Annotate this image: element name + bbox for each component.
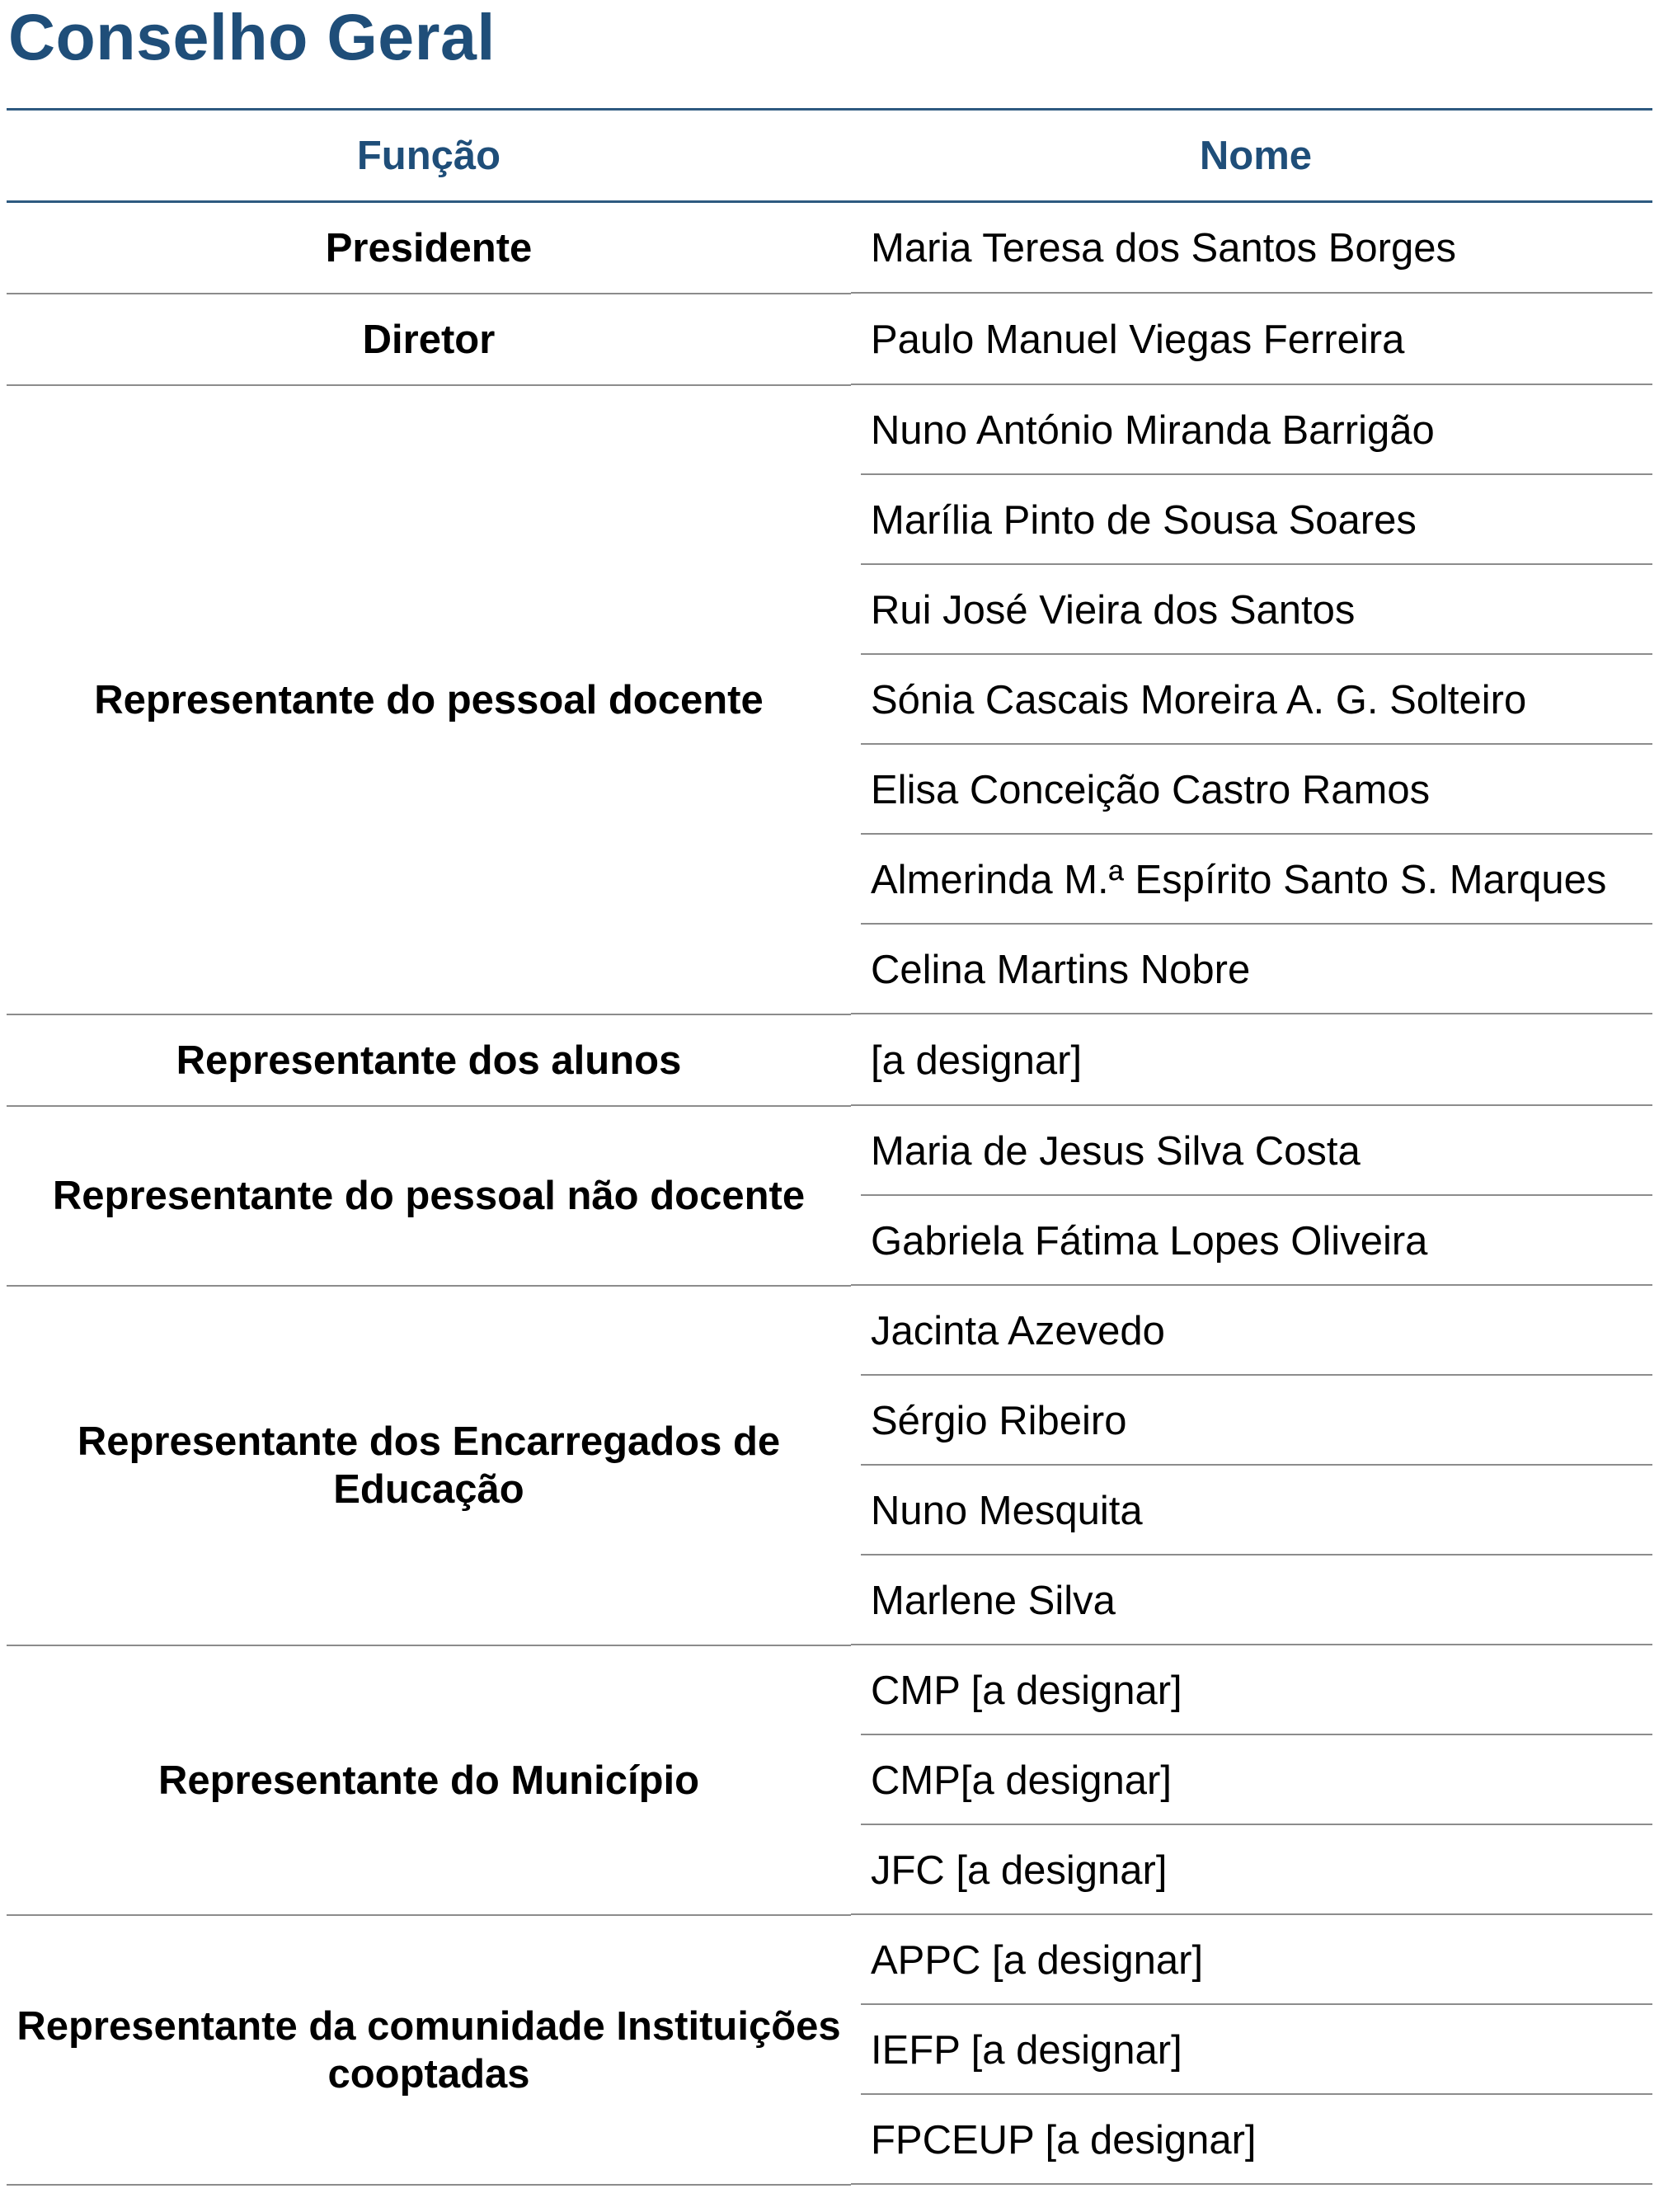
role-cell: Representante dos alunos [7, 1014, 851, 1106]
table-body [7, 202, 1652, 2186]
name-cell: JFC [a designar] [851, 1825, 1652, 1915]
name-cell: Celina Martins Nobre [851, 925, 1652, 1014]
name-cell: Nuno Mesquita [851, 1466, 1652, 1555]
table-row [7, 202, 1652, 294]
name-cell: Marília Pinto de Sousa Soares [851, 475, 1652, 565]
table-row [7, 1014, 1652, 1106]
role-cell: Representante do Município [7, 1645, 851, 1915]
name-cell: Jacinta Azevedo [851, 1286, 1652, 1376]
table-row [7, 385, 1652, 475]
name-cell: Elisa Conceição Castro Ramos [851, 745, 1652, 835]
name-cell: Rui José Vieira dos Santos [851, 565, 1652, 655]
name-cell: Nuno António Miranda Barrigão [851, 385, 1652, 475]
members-table [7, 108, 1652, 2186]
table-row [7, 1915, 1652, 2005]
name-cell: CMP [a designar] [851, 1645, 1652, 1735]
name-cell: [a designar] [851, 1014, 1652, 1106]
role-cell: Representante do pessoal não docente [7, 1106, 851, 1286]
name-cell: Paulo Manuel Viegas Ferreira [851, 294, 1652, 385]
table-row [7, 1106, 1652, 1196]
name-cell: Maria de Jesus Silva Costa [851, 1106, 1652, 1196]
name-cell: CMP[a designar] [851, 1735, 1652, 1825]
role-cell: Diretor [7, 294, 851, 385]
name-cell: IEFP [a designar] [851, 2005, 1652, 2095]
role-cell: Representante do pessoal docente [7, 385, 851, 1014]
header-funcao: Função [356, 133, 501, 178]
table-row [7, 1645, 1652, 1735]
name-cell: Gabriela Fátima Lopes Oliveira [851, 1196, 1652, 1286]
page-title: Conselho Geral [8, 0, 496, 73]
table-row [7, 1286, 1652, 1376]
header-nome: Nome [1199, 133, 1313, 178]
name-cell: Sérgio Ribeiro [851, 1376, 1652, 1466]
name-cell: FPCEUP [a designar] [851, 2095, 1652, 2185]
table-row [7, 294, 1652, 385]
name-cell: Sónia Cascais Moreira A. G. Solteiro [851, 655, 1652, 745]
name-cell: Marlene Silva [851, 1555, 1652, 1645]
name-cell: Almerinda M.ª Espírito Santo S. Marques [851, 835, 1652, 925]
name-cell: Maria Teresa dos Santos Borges [851, 202, 1652, 294]
name-cell: APPC [a designar] [851, 1915, 1652, 2005]
role-cell: Representante da comunidade Instituições cooptadas [7, 1915, 851, 2185]
role-cell: Presidente [7, 202, 851, 294]
role-cell: Representante dos Encarregados de Educação [7, 1286, 851, 1645]
table-header-row [7, 110, 1652, 202]
